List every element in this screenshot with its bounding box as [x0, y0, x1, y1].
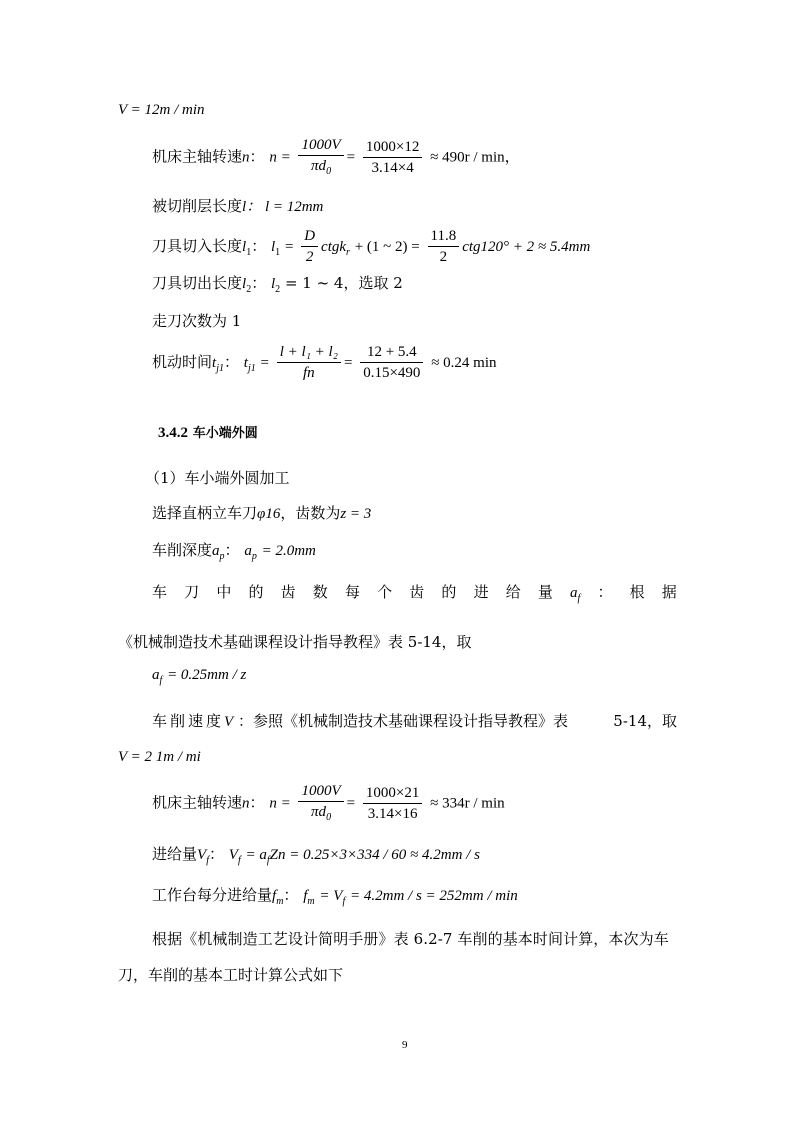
denominator: fn [303, 365, 315, 381]
colon: ： [249, 793, 265, 812]
numerator: l + l₁ + l₂ [277, 345, 341, 363]
lhs-fm: f [303, 888, 308, 904]
formula-layer-length [152, 199, 323, 215]
denominator: 3.14×4 [371, 159, 414, 176]
lhs-n: n = [269, 795, 291, 812]
word: 齿 [280, 583, 296, 601]
af: = a [245, 847, 267, 863]
var-n: n [242, 795, 250, 812]
subscript: f [159, 675, 163, 686]
denominator: πd [311, 804, 327, 820]
var-t: t [212, 355, 217, 371]
subscript: p [219, 551, 225, 562]
subscript: r [346, 247, 350, 258]
var-l2: l [242, 276, 247, 292]
label-cutting-speed: 车削速度 [152, 712, 225, 730]
equals: = [346, 795, 356, 812]
subscript: 2 [275, 284, 281, 295]
lhs-l1: l [270, 239, 276, 255]
subscript: m [276, 896, 284, 907]
subscript: j1 [247, 363, 256, 374]
body-paragraph-line-1: 根据《机械制造工艺设计简明手册》表 6.2-7 车削的基本时间计算，本次为车 [152, 930, 669, 948]
subscript: 2 [246, 284, 252, 295]
word: 每 [344, 583, 360, 601]
word: 中 [216, 583, 232, 601]
word: 给 [505, 583, 521, 601]
result: Zn = 0.25×3×334 / 60 ≈ 4.2mm / s [269, 847, 480, 863]
formula-cutting-speed: V = 12m / min [118, 102, 205, 118]
equals: = [343, 355, 353, 371]
colon: ： [597, 583, 613, 601]
word: 的 [248, 583, 264, 601]
denominator: 2 [305, 249, 314, 265]
label-table-feed: 工作台每分进给量 [152, 886, 273, 904]
result: ≈ 0.24 min [431, 355, 497, 371]
label-entry-length: 刀具切入长度 [152, 237, 243, 255]
denominator: 2 [439, 249, 448, 265]
colon: ： [208, 845, 224, 863]
subscript: 1 [246, 247, 252, 258]
numerator: 1000V [298, 784, 343, 802]
equals: = [260, 355, 269, 371]
fraction-11-8-over-2 [428, 229, 460, 265]
colon: ： [283, 886, 299, 904]
lhs-t: t [243, 355, 248, 371]
result: = 4.2mm / s = 252mm / min [350, 888, 518, 904]
formula-cutting-depth [152, 543, 316, 562]
var-fm: f [272, 888, 277, 904]
label-exit-length: 刀具切出长度 [152, 274, 243, 292]
formula-tool-entry-length [152, 229, 590, 265]
colon: ： [251, 274, 267, 292]
word: 量 [537, 583, 553, 601]
reference-text-end: 5-14，取 [613, 712, 677, 730]
subscript: f [342, 896, 346, 907]
result: ctg120° + 2 ≈ 5.4mm [462, 239, 591, 255]
colon: ： [249, 147, 265, 166]
word: 进 [473, 583, 489, 601]
label-feed-rate: 进给量 [152, 845, 198, 863]
fraction-1000x21-over-314x16 [363, 786, 422, 822]
numerator: 11.8 [428, 229, 460, 247]
result: = 0.25mm / z [167, 667, 247, 683]
text: 选择直柄立车刀 [152, 504, 258, 522]
result: = 2.0mm [261, 543, 316, 559]
word: 的 [441, 583, 457, 601]
word: 据 [661, 583, 677, 601]
numerator: 1000V [298, 138, 343, 156]
word: 数 [312, 583, 328, 601]
var-af [570, 585, 580, 604]
pass-count: 走刀次数为 1 [152, 312, 242, 330]
numerator: 1000×21 [363, 786, 422, 804]
subscript: f [206, 855, 209, 866]
expr-l: ： l = 12mm [246, 199, 324, 215]
subscript: f [266, 855, 270, 866]
reference-text: ：参照《机械制造技术基础课程设计指导教程》表 [237, 712, 568, 730]
formula-table-feed [152, 888, 518, 907]
subscript: f [577, 593, 581, 604]
fraction-17-4-over-73-5 [360, 345, 423, 381]
word: 刀 [184, 583, 200, 601]
text: ，齿数为 [280, 504, 341, 522]
label-layer-length: 被切削层长度 [152, 197, 243, 215]
label-machine-time: 机动时间 [152, 353, 213, 371]
section-title: 车小端外圆 [192, 426, 258, 441]
fraction-1000x12-over-314x4 [363, 140, 422, 176]
tool-selection [152, 506, 371, 522]
vf: = V [319, 888, 343, 904]
subscript: 0 [326, 166, 332, 177]
equals: = [346, 149, 356, 166]
var: a [570, 585, 578, 601]
numerator: 1000×12 [363, 140, 422, 158]
reference-text: 《机械制造技术基础课程设计指导教程》表 5-14，取 [118, 633, 472, 651]
colon: ： [223, 353, 239, 371]
numerator: D [301, 229, 318, 247]
word: 个 [377, 583, 393, 601]
word: 车 [152, 583, 168, 601]
formula-machine-time [152, 345, 497, 381]
denominator: 0.15×490 [363, 365, 421, 381]
fraction-l-sum-over-fn [277, 345, 341, 381]
var-n: n [242, 149, 250, 166]
fraction-d-over-2 [301, 229, 318, 265]
var-l1: l [242, 239, 247, 255]
section-heading [158, 425, 258, 441]
feed-per-tooth-line [152, 585, 677, 604]
formula-feed-per-tooth [152, 667, 246, 686]
numerator: 12 + 5.4 [360, 345, 423, 363]
subscript: 1 [275, 247, 281, 258]
label-cutting-depth: 车削深度 [152, 541, 213, 559]
range-term: + (1 ~ 2) = [354, 239, 420, 255]
lhs-ap: a [244, 543, 252, 559]
equals: = [284, 239, 294, 255]
tool-diameter: φ16 [257, 506, 281, 522]
colon: ： [251, 237, 267, 255]
formula-spindle-speed [152, 138, 520, 177]
var-v: V [224, 714, 234, 730]
result: ≈ 490r / min， [430, 149, 520, 166]
lhs-vf: V [228, 847, 238, 863]
body-paragraph-line-2: 刀，车削的基本工时计算公式如下 [118, 966, 344, 984]
var-l: l [242, 199, 247, 215]
denominator: 3.14×16 [367, 805, 418, 822]
formula-spindle-speed-2 [152, 784, 505, 823]
page-number: 9 [402, 1039, 408, 1051]
colon: ： [224, 541, 240, 559]
denominator: πd [311, 158, 327, 174]
lhs-n: n = [269, 149, 291, 166]
formula-feed-rate [152, 847, 480, 866]
var-ap: a [212, 543, 220, 559]
result: = 1 ~ 4，选取 2 [284, 274, 403, 292]
ctgk: ctgk [321, 239, 347, 255]
subscript: f [237, 855, 241, 866]
label-spindle-speed: 机床主轴转速 [152, 793, 243, 812]
lhs-af: a [152, 667, 160, 683]
subscript: p [251, 551, 257, 562]
tooth-count: z = 3 [340, 506, 372, 522]
subscript: 0 [326, 812, 332, 823]
var-vf: V [197, 847, 207, 863]
word: 齿 [409, 583, 425, 601]
lhs-l2: l [270, 276, 276, 292]
fraction-1000v-over-pid0 [298, 784, 343, 823]
formula-cutting-speed-2: V = 2 1m / mi [118, 749, 201, 765]
cutting-speed-ref [152, 714, 677, 730]
word: 根 [629, 583, 645, 601]
label-spindle-speed: 机床主轴转速 [152, 147, 243, 166]
formula-tool-exit-length [152, 276, 403, 295]
result: ≈ 334r / min [430, 795, 505, 812]
section-number: 3.4.2 [158, 425, 188, 441]
subscript: m [307, 896, 315, 907]
subscript: j1 [216, 363, 224, 374]
subsection-title: （1）车小端外圆加工 [145, 469, 290, 487]
fraction-1000v-over-pid0 [298, 138, 343, 177]
